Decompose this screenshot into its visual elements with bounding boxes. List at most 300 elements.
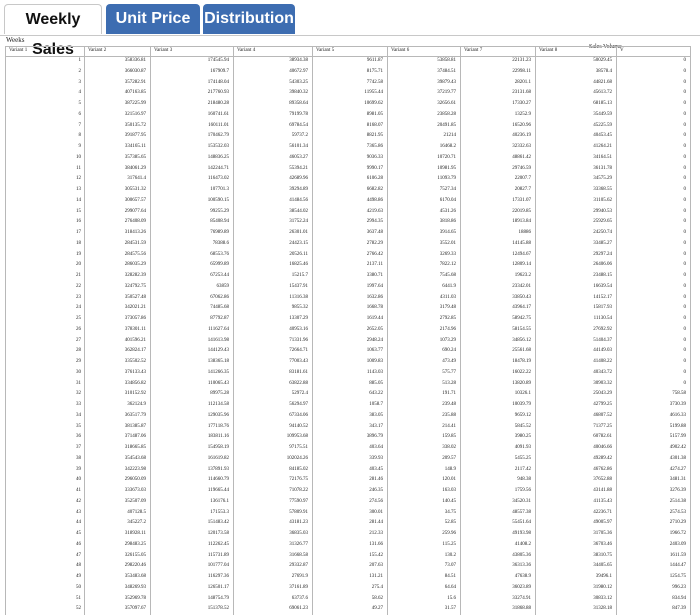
- table-cell[interactable]: 10981.95: [437, 165, 456, 171]
- table-cell[interactable]: 167909.7: [210, 68, 229, 74]
- table-cell[interactable]: 11316.38: [289, 294, 308, 300]
- table-cell[interactable]: 23858.28: [437, 111, 456, 117]
- table-cell[interactable]: 0: [683, 79, 686, 85]
- table-cell[interactable]: 42689.96: [289, 176, 308, 182]
- table-cell[interactable]: 2948.24: [366, 337, 383, 343]
- table-cell[interactable]: 67062.86: [210, 294, 229, 300]
- table-cell[interactable]: 154958.19: [207, 445, 229, 450]
- table-cell[interactable]: 42236.71: [593, 509, 612, 515]
- table-cell[interactable]: 0: [683, 154, 686, 160]
- table-cell[interactable]: 0: [683, 176, 686, 182]
- week-number[interactable]: 27: [76, 337, 81, 343]
- table-cell[interactable]: 15437.91: [289, 283, 308, 289]
- week-number[interactable]: 33: [76, 402, 81, 407]
- week-number[interactable]: 47: [76, 552, 81, 558]
- table-cell[interactable]: 41135.43: [593, 498, 612, 504]
- table-cell[interactable]: 318413.26: [124, 230, 146, 235]
- table-cell[interactable]: 239.48: [442, 402, 456, 407]
- table-cell[interactable]: 0: [683, 165, 686, 171]
- table-cell[interactable]: 357385.65: [124, 154, 146, 160]
- table-cell[interactable]: 690.24: [442, 348, 456, 354]
- table-cell[interactable]: 16468.2: [439, 144, 456, 149]
- table-cell[interactable]: 37219.77: [437, 90, 456, 96]
- table-cell[interactable]: 326155.05: [124, 552, 146, 558]
- table-cell[interactable]: 41484.56: [289, 197, 308, 203]
- table-cell[interactable]: 72176.75: [289, 477, 308, 483]
- table-cell[interactable]: 0: [683, 369, 686, 375]
- table-cell[interactable]: 334856.82: [124, 380, 146, 386]
- column-header[interactable]: Variant 2: [88, 48, 107, 53]
- table-cell[interactable]: 79199.78: [289, 111, 308, 117]
- table-cell[interactable]: 5199.88: [669, 423, 686, 429]
- table-cell[interactable]: 48557.38: [512, 509, 531, 515]
- week-number[interactable]: 48: [76, 563, 81, 569]
- table-cell[interactable]: 513.28: [442, 380, 456, 386]
- table-cell[interactable]: 47638.9: [514, 574, 531, 579]
- table-cell[interactable]: 38310.75: [593, 552, 612, 558]
- table-cell[interactable]: 43805.36: [512, 552, 531, 558]
- table-cell[interactable]: 33485.27: [593, 240, 612, 246]
- table-cell[interactable]: 28201.1: [514, 79, 531, 85]
- table-cell[interactable]: 217760.93: [207, 90, 229, 96]
- table-cell[interactable]: 9036.33: [366, 154, 383, 160]
- table-cell[interactable]: 174545.94: [207, 58, 229, 63]
- table-cell[interactable]: 33850.43: [512, 294, 531, 300]
- table-cell[interactable]: 373057.86: [124, 316, 146, 321]
- table-cell[interactable]: 97175.51: [289, 445, 308, 450]
- week-number[interactable]: 39: [76, 466, 81, 472]
- table-cell[interactable]: 342223.98: [124, 466, 146, 472]
- table-cell[interactable]: 31868.88: [512, 606, 531, 612]
- table-cell[interactable]: 378301.11: [124, 326, 146, 332]
- week-number[interactable]: 2: [78, 68, 81, 74]
- week-number[interactable]: 10: [76, 154, 81, 160]
- table-cell[interactable]: 22007.7: [514, 176, 531, 182]
- table-cell[interactable]: 138365.18: [207, 359, 229, 364]
- table-cell[interactable]: 32656.61: [437, 101, 456, 106]
- week-number[interactable]: 46: [76, 541, 81, 547]
- table-cell[interactable]: 18913.84: [512, 219, 531, 225]
- table-cell[interactable]: 333673.03: [124, 488, 146, 493]
- table-cell[interactable]: 318928.11: [124, 531, 146, 536]
- table-cell[interactable]: 1997.64: [366, 283, 383, 289]
- table-cell[interactable]: 214.41: [442, 423, 456, 429]
- table-cell[interactable]: 296050.09: [124, 477, 146, 483]
- table-cell[interactable]: 338.02: [442, 445, 456, 450]
- table-cell[interactable]: 85408.94: [210, 219, 229, 225]
- tab-unit-price[interactable]: Unit Price: [106, 4, 200, 34]
- table-cell[interactable]: 10326.1: [514, 391, 531, 397]
- table-cell[interactable]: 1143.03: [366, 369, 383, 375]
- table-cell[interactable]: 2137.11: [366, 262, 383, 268]
- table-cell[interactable]: 22019.85: [512, 208, 531, 214]
- table-cell[interactable]: 101777.04: [207, 563, 229, 569]
- table-cell[interactable]: 39294.89: [289, 187, 308, 192]
- table-cell[interactable]: 339.93: [369, 455, 383, 461]
- column-header[interactable]: Variant 7: [464, 48, 483, 53]
- table-cell[interactable]: 0: [683, 197, 686, 203]
- table-cell[interactable]: 26406.06: [593, 262, 612, 268]
- table-cell[interactable]: 575.77: [442, 369, 456, 375]
- table-cell[interactable]: 58154.55: [512, 326, 531, 332]
- table-cell[interactable]: 350527.48: [124, 294, 146, 300]
- table-cell[interactable]: 44149.03: [593, 348, 612, 354]
- table-cell[interactable]: 5845.52: [514, 423, 531, 429]
- table-cell[interactable]: 383.05: [369, 412, 383, 418]
- week-number[interactable]: 50: [76, 584, 81, 590]
- table-cell[interactable]: 0: [683, 58, 686, 63]
- table-cell[interactable]: 305531.32: [124, 187, 146, 192]
- table-cell[interactable]: 120.01: [442, 477, 456, 483]
- table-cell[interactable]: 36023.89: [512, 584, 531, 590]
- table-cell[interactable]: 120173.58: [207, 531, 229, 536]
- table-cell[interactable]: 63859: [216, 283, 229, 289]
- table-cell[interactable]: 5455.25: [514, 455, 531, 461]
- week-number[interactable]: 44: [76, 520, 81, 526]
- table-cell[interactable]: 29332.87: [289, 563, 308, 569]
- table-cell[interactable]: 34405.65: [593, 563, 612, 569]
- table-cell[interactable]: 31980.12: [593, 584, 612, 590]
- table-cell[interactable]: 53858.81: [437, 58, 456, 63]
- table-cell[interactable]: 24250.74: [593, 230, 612, 235]
- week-number[interactable]: 36: [76, 434, 81, 440]
- table-cell[interactable]: 31105.62: [593, 197, 612, 203]
- column-header[interactable]: Variant 8: [539, 48, 558, 53]
- table-cell[interactable]: 116297.36: [207, 574, 229, 579]
- table-cell[interactable]: 25043.29: [593, 391, 612, 397]
- table-cell[interactable]: 0: [683, 133, 686, 139]
- table-cell[interactable]: 207.63: [369, 563, 383, 569]
- table-cell[interactable]: 3730.39: [669, 402, 686, 407]
- week-number[interactable]: 28: [76, 348, 81, 354]
- table-cell[interactable]: 100590.15: [207, 197, 229, 203]
- column-header[interactable]: Variant 3: [154, 48, 173, 53]
- column-header[interactable]: Variant 6: [391, 48, 410, 53]
- table-cell[interactable]: 0: [683, 337, 686, 343]
- table-cell[interactable]: 3481.31: [669, 477, 686, 483]
- table-cell[interactable]: 68185.13: [593, 101, 612, 106]
- table-cell[interactable]: 345227.2: [127, 520, 146, 526]
- table-cell[interactable]: 362124.9: [127, 402, 146, 407]
- table-cell[interactable]: 34.75: [444, 509, 456, 515]
- table-cell[interactable]: 3269.33: [439, 251, 456, 257]
- table-cell[interactable]: 1073.29: [439, 337, 456, 343]
- table-cell[interactable]: 1966.72: [669, 531, 686, 536]
- table-cell[interactable]: 381385.87: [124, 423, 146, 429]
- table-cell[interactable]: 25561.68: [512, 348, 531, 354]
- column-header[interactable]: Variant 4: [237, 48, 256, 53]
- table-cell[interactable]: 2174.96: [439, 326, 456, 332]
- table-cell[interactable]: 33274.91: [512, 595, 531, 601]
- table-cell[interactable]: 41408.22: [593, 359, 612, 364]
- week-number[interactable]: 34: [76, 412, 81, 418]
- table-cell[interactable]: 4902.42: [669, 445, 686, 450]
- table-cell[interactable]: 401596.21: [124, 337, 146, 343]
- table-cell[interactable]: 183811.16: [207, 434, 229, 440]
- table-cell[interactable]: 45613.72: [593, 90, 612, 96]
- table-cell[interactable]: 89975.28: [210, 391, 229, 397]
- table-cell[interactable]: 83181.61: [289, 369, 308, 375]
- week-number[interactable]: 19: [76, 251, 81, 257]
- table-cell[interactable]: 74485.68: [210, 305, 229, 311]
- week-number[interactable]: 26: [76, 326, 81, 332]
- table-cell[interactable]: 7822.12: [439, 262, 456, 268]
- table-cell[interactable]: 37161.89: [289, 584, 308, 590]
- table-cell[interactable]: 4274.27: [669, 466, 686, 472]
- table-cell[interactable]: 71377.25: [593, 423, 612, 429]
- week-number[interactable]: 21: [76, 273, 81, 278]
- table-cell[interactable]: 107701.3: [210, 187, 229, 192]
- table-cell[interactable]: 51404.37: [593, 337, 612, 343]
- table-cell[interactable]: 76989.89: [210, 230, 229, 235]
- table-cell[interactable]: 137891.93: [207, 466, 229, 472]
- table-cell[interactable]: 9611.87: [366, 58, 383, 63]
- week-number[interactable]: 24: [76, 305, 81, 311]
- table-cell[interactable]: 39496.1: [595, 574, 612, 579]
- week-number[interactable]: 9: [78, 144, 81, 149]
- table-cell[interactable]: 298483.25: [124, 541, 146, 547]
- table-cell[interactable]: 286035.29: [124, 262, 146, 268]
- table-cell[interactable]: 281.44: [369, 520, 383, 526]
- table-cell[interactable]: 362824.17: [124, 348, 146, 354]
- table-cell[interactable]: 387225.99: [124, 101, 146, 106]
- table-cell[interactable]: 13307.29: [289, 316, 308, 321]
- table-cell[interactable]: 4219.63: [366, 208, 383, 214]
- table-cell[interactable]: 49289.42: [593, 455, 612, 461]
- table-cell[interactable]: 13252.9: [514, 111, 531, 117]
- table-cell[interactable]: 996.23: [672, 584, 686, 590]
- table-cell[interactable]: 318665.85: [124, 445, 146, 450]
- table-cell[interactable]: 14145.88: [512, 240, 531, 246]
- table-cell[interactable]: 110065.43: [207, 380, 229, 386]
- table-cell[interactable]: 89358.64: [289, 101, 308, 106]
- table-cell[interactable]: 2403.09: [669, 541, 686, 547]
- table-cell[interactable]: 112134.58: [207, 402, 229, 407]
- table-cell[interactable]: 174148.04: [207, 79, 229, 85]
- table-cell[interactable]: 26301.01: [289, 230, 308, 235]
- table-cell[interactable]: 78388.6: [212, 240, 229, 246]
- week-number[interactable]: 8: [78, 133, 81, 139]
- table-cell[interactable]: 8981.05: [366, 111, 383, 117]
- table-cell[interactable]: 299077.64: [124, 208, 146, 214]
- table-cell[interactable]: 407128.5: [127, 509, 146, 515]
- column-header[interactable]: V: [620, 48, 624, 53]
- table-cell[interactable]: 0: [683, 230, 686, 235]
- table-cell[interactable]: 352507.09: [124, 498, 146, 504]
- table-cell[interactable]: 1619.44: [366, 316, 383, 321]
- table-cell[interactable]: 371487.06: [124, 434, 146, 440]
- week-number[interactable]: 38: [76, 455, 81, 461]
- table-cell[interactable]: 407163.85: [124, 90, 146, 96]
- table-cell[interactable]: 13820.89: [512, 380, 531, 386]
- table-cell[interactable]: 35449.59: [593, 111, 612, 117]
- table-cell[interactable]: 1632.86: [366, 294, 383, 300]
- table-cell[interactable]: 12809.14: [512, 262, 531, 268]
- week-number[interactable]: 22: [76, 283, 81, 289]
- table-cell[interactable]: 161619.82: [207, 455, 229, 461]
- table-cell[interactable]: 3276.39: [669, 488, 686, 493]
- table-cell[interactable]: 141266.35: [207, 369, 229, 375]
- table-cell[interactable]: 155.42: [369, 552, 383, 558]
- table-cell[interactable]: 259.96: [442, 531, 456, 536]
- table-cell[interactable]: 99255.29: [210, 208, 229, 214]
- table-cell[interactable]: 14152.17: [593, 294, 612, 300]
- table-cell[interactable]: 6170.04: [439, 197, 456, 203]
- table-cell[interactable]: 39840.32: [289, 90, 308, 96]
- table-cell[interactable]: 20491.85: [437, 122, 456, 128]
- week-number[interactable]: 43: [76, 509, 81, 515]
- table-cell[interactable]: 1444.47: [669, 563, 686, 569]
- table-cell[interactable]: 46807.52: [593, 412, 612, 418]
- table-cell[interactable]: 48861.42: [512, 154, 531, 160]
- week-number[interactable]: 16: [76, 219, 81, 225]
- table-cell[interactable]: 31752.24: [289, 219, 308, 225]
- table-cell[interactable]: 131.66: [369, 541, 383, 547]
- table-cell[interactable]: 2514.38: [669, 498, 686, 504]
- week-number[interactable]: 49: [76, 574, 81, 579]
- table-cell[interactable]: 55451.64: [512, 520, 531, 526]
- table-cell[interactable]: 643.22: [369, 391, 383, 397]
- table-cell[interactable]: 0: [683, 294, 686, 300]
- table-cell[interactable]: 151378.52: [207, 606, 229, 612]
- table-cell[interactable]: 112262.45: [207, 541, 229, 547]
- table-cell[interactable]: 77003.43: [289, 359, 308, 364]
- table-cell[interactable]: 3179.48: [439, 305, 456, 311]
- table-cell[interactable]: 71331.96: [289, 337, 308, 343]
- table-cell[interactable]: 218480.28: [207, 101, 229, 106]
- table-cell[interactable]: 30903.32: [593, 380, 612, 386]
- table-cell[interactable]: 0: [683, 111, 686, 117]
- week-number[interactable]: 40: [76, 477, 81, 483]
- table-cell[interactable]: 8821.95: [366, 133, 383, 139]
- table-cell[interactable]: 3552.01: [439, 240, 456, 246]
- table-cell[interactable]: 352969.78: [124, 595, 146, 601]
- table-cell[interactable]: 37484.51: [437, 68, 456, 74]
- table-cell[interactable]: 3914.65: [439, 230, 456, 235]
- table-cell[interactable]: 38544.02: [289, 208, 308, 214]
- table-cell[interactable]: 758.58: [672, 391, 686, 397]
- table-cell[interactable]: 136176.1: [210, 498, 229, 504]
- table-cell[interactable]: 54303.25: [289, 79, 308, 85]
- week-number[interactable]: 29: [76, 359, 81, 364]
- table-cell[interactable]: 2792.85: [439, 316, 456, 321]
- table-cell[interactable]: 6441.9: [442, 283, 456, 289]
- table-cell[interactable]: 159.85: [442, 434, 456, 440]
- table-cell[interactable]: 58942.75: [512, 316, 531, 321]
- table-cell[interactable]: 284531.59: [124, 240, 146, 246]
- table-cell[interactable]: 23488.15: [593, 273, 612, 278]
- table-cell[interactable]: 36313.36: [512, 563, 531, 569]
- week-number[interactable]: 52: [76, 606, 81, 612]
- week-number[interactable]: 41: [76, 488, 81, 493]
- table-cell[interactable]: 67253.44: [210, 273, 229, 278]
- table-cell[interactable]: 0: [683, 240, 686, 246]
- table-cell[interactable]: 7545.68: [439, 273, 456, 278]
- table-cell[interactable]: 0: [683, 101, 686, 106]
- table-cell[interactable]: 310152.92: [124, 391, 146, 397]
- table-cell[interactable]: 41264.21: [593, 144, 612, 149]
- table-cell[interactable]: 46762.86: [593, 466, 612, 472]
- table-cell[interactable]: 160111.01: [208, 122, 229, 128]
- table-cell[interactable]: 38578.4: [595, 68, 612, 74]
- table-cell[interactable]: 40953.16: [289, 326, 308, 332]
- table-cell[interactable]: 321516.97: [124, 111, 146, 117]
- table-cell[interactable]: 10699.62: [364, 101, 383, 106]
- table-cell[interactable]: 31.57: [444, 606, 456, 612]
- table-cell[interactable]: 114660.79: [207, 477, 229, 483]
- table-cell[interactable]: 32332.63: [512, 144, 531, 149]
- table-cell[interactable]: 0: [683, 348, 686, 354]
- week-number[interactable]: 6: [78, 111, 81, 117]
- table-cell[interactable]: 1254.75: [669, 574, 686, 579]
- table-cell[interactable]: 948.38: [517, 477, 531, 483]
- table-cell[interactable]: 15817.93: [593, 305, 612, 311]
- table-cell[interactable]: 9990.17: [366, 165, 383, 171]
- table-cell[interactable]: 73.07: [444, 563, 456, 569]
- table-cell[interactable]: 317641.4: [127, 176, 146, 182]
- week-number[interactable]: 23: [76, 294, 81, 300]
- table-cell[interactable]: 49005.97: [593, 520, 612, 526]
- table-cell[interactable]: 40343.72: [593, 369, 612, 375]
- table-cell[interactable]: 0: [683, 316, 686, 321]
- table-cell[interactable]: 353483.68: [124, 574, 146, 579]
- week-number[interactable]: 25: [76, 316, 81, 321]
- table-cell[interactable]: 116473.02: [207, 176, 229, 182]
- table-cell[interactable]: 281.46: [369, 477, 383, 483]
- table-cell[interactable]: 171553.3: [210, 509, 229, 515]
- table-cell[interactable]: 15.6: [447, 595, 456, 601]
- table-cell[interactable]: 7365.86: [366, 144, 383, 149]
- table-cell[interactable]: 366030.87: [124, 68, 146, 74]
- table-cell[interactable]: 328282.39: [124, 273, 146, 278]
- table-cell[interactable]: 55394.21: [289, 165, 308, 171]
- table-cell[interactable]: 18886: [518, 230, 531, 235]
- table-cell[interactable]: 342021.21: [124, 305, 146, 311]
- table-cell[interactable]: 1058.7: [369, 402, 383, 407]
- table-cell[interactable]: 31326.77: [289, 541, 308, 547]
- table-cell[interactable]: 144129.43: [207, 348, 229, 354]
- table-cell[interactable]: 126501.17: [207, 584, 229, 590]
- table-cell[interactable]: 40672.97: [289, 68, 308, 74]
- table-cell[interactable]: 30833.12: [593, 595, 612, 601]
- week-number[interactable]: 20: [76, 262, 81, 268]
- table-cell[interactable]: 115731.89: [207, 552, 229, 558]
- table-cell[interactable]: 177118.76: [207, 423, 229, 429]
- table-cell[interactable]: 59737.2: [291, 133, 308, 139]
- table-cell[interactable]: 43141.88: [593, 488, 612, 493]
- table-cell[interactable]: 40046.66: [593, 445, 612, 450]
- table-cell[interactable]: 275.4: [371, 584, 383, 590]
- table-cell[interactable]: 358336.81: [124, 58, 146, 63]
- table-cell[interactable]: 87792.87: [210, 316, 229, 321]
- table-cell[interactable]: 1668.78: [366, 305, 383, 311]
- table-cell[interactable]: 376133.43: [124, 369, 146, 375]
- week-number[interactable]: 11: [76, 165, 81, 171]
- table-cell[interactable]: 0: [683, 305, 686, 311]
- table-cell[interactable]: 22131.23: [512, 58, 531, 63]
- table-cell[interactable]: 11093.79: [437, 176, 456, 182]
- table-cell[interactable]: 4498.86: [366, 197, 383, 203]
- table-cell[interactable]: 0: [683, 251, 686, 257]
- week-number[interactable]: 12: [76, 176, 81, 182]
- table-cell[interactable]: 3896.79: [366, 434, 383, 440]
- table-cell[interactable]: 77590.97: [289, 498, 308, 504]
- table-cell[interactable]: 235.88: [442, 412, 456, 418]
- table-cell[interactable]: 10720.71: [437, 154, 456, 160]
- table-cell[interactable]: 31705.36: [593, 531, 612, 536]
- table-cell[interactable]: 34164.51: [593, 154, 612, 160]
- table-cell[interactable]: 71078.22: [289, 488, 308, 493]
